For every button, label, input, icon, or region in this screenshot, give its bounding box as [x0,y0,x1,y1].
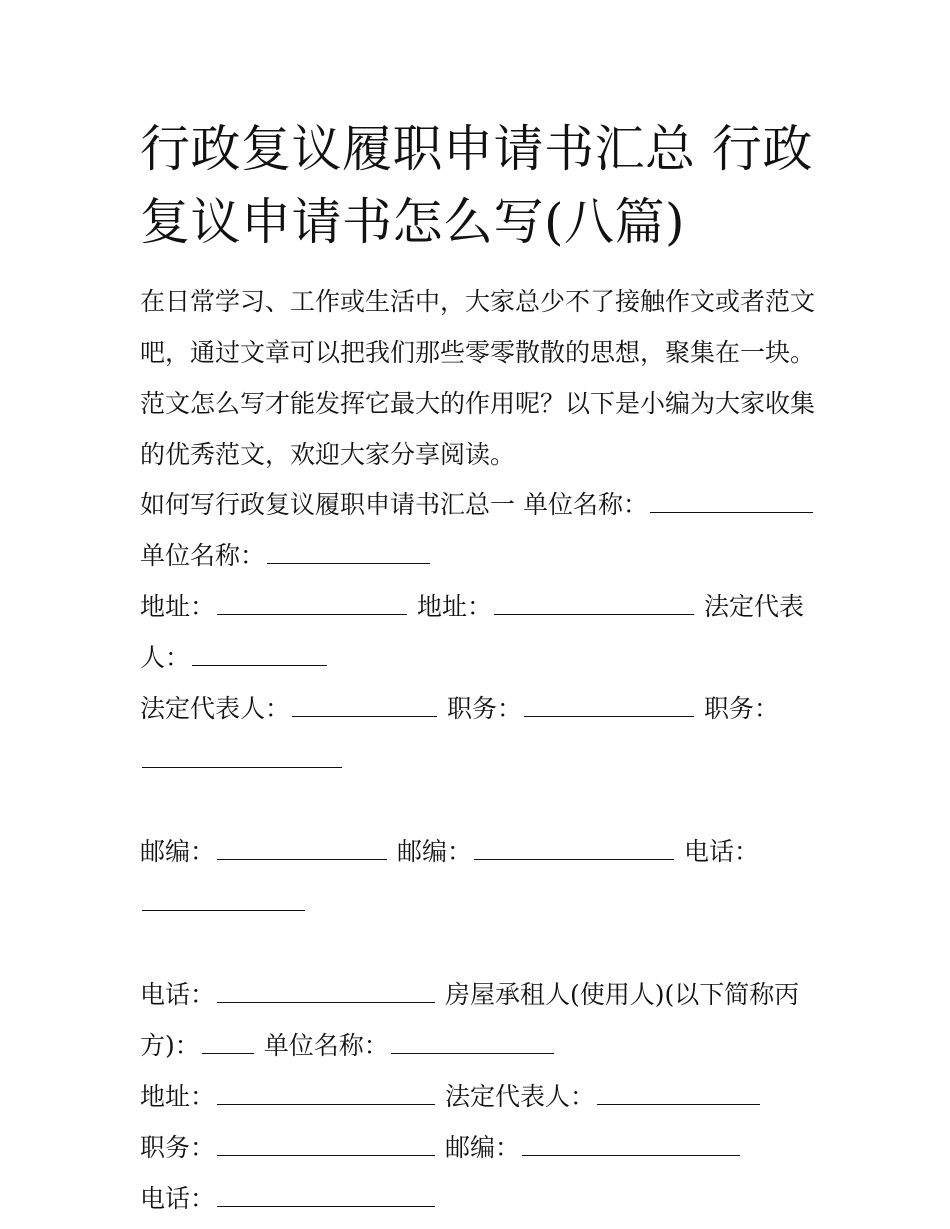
party-c-label: 方)： [140,1031,200,1060]
title-line-1: 行政复议履职申请书汇总 行政 [140,120,813,178]
unit-name-blank [391,1031,554,1054]
tenant-label: 房屋承租人(使用人)(以下简称丙 [444,980,800,1009]
legal-rep-label-part: 人： [140,643,191,672]
form-line-11 [140,1071,840,1122]
phone-label: 电话： [140,980,216,1009]
postcode-label: 邮编： [396,837,472,866]
legal-rep-label: 法定代表人： [444,1082,595,1111]
spacer [140,785,840,826]
address-blank [217,1082,435,1105]
intro-paragraph [140,276,830,480]
document-title [140,113,830,259]
position-blank [142,745,342,768]
form-line-2 [140,530,840,581]
legal-rep-blank [597,1082,760,1105]
form-line-8 [140,877,840,928]
unit-name-label: 单位名称： [263,1031,389,1060]
party-c-blank [202,1031,254,1054]
form-line-12 [140,1122,840,1173]
phone-blank [217,980,435,1003]
address-label: 地址： [416,592,492,621]
form-line-10 [140,1020,840,1071]
address-label: 地址： [140,592,216,621]
intro-line-4: 的优秀范文，欢迎大家分享阅读。 [140,440,516,469]
form-line-1 [140,479,840,530]
position-label: 职务： [446,694,522,723]
form-line-6 [140,734,840,785]
position-blank [217,1133,435,1156]
form-line-3 [140,581,840,632]
position-label: 职务： [140,1133,216,1162]
intro-line-3: 范文怎么写才能发挥它最大的作用呢？以下是小编为大家收集 [140,389,816,418]
form-line-9 [140,969,840,1020]
form-line-4 [140,632,840,683]
postcode-blank [217,837,387,860]
position-blank [524,694,694,717]
postcode-blank [522,1133,740,1156]
legal-rep-blank [292,694,437,717]
postcode-label: 邮编： [444,1133,520,1162]
form-line-5 [140,683,840,734]
address-blank [217,592,407,615]
phone-blank [142,888,305,911]
phone-label: 电话： [140,1184,216,1213]
unit-name-blank [267,541,430,564]
section-heading: 如何写行政复议履职申请书汇总一 [140,490,516,519]
phone-blank [217,1184,435,1207]
legal-rep-label-part: 法定代表 [703,592,804,621]
position-label: 职务： [703,694,779,723]
postcode-label: 邮编： [140,837,216,866]
intro-line-2: 吧，通过文章可以把我们那些零零散散的思想，聚集在一块。 [140,338,816,367]
unit-name-label: 单位名称： [522,490,648,519]
spacer [140,928,840,969]
intro-line-1: 在日常学习、工作或生活中，大家总少不了接触作文或者范文 [140,287,816,316]
postcode-blank [474,837,674,860]
legal-rep-label: 法定代表人： [140,694,291,723]
unit-name-blank [650,490,813,513]
form-section [140,479,840,1224]
phone-label: 电话： [683,837,759,866]
unit-name-label: 单位名称： [140,541,266,570]
address-label: 地址： [140,1082,216,1111]
legal-rep-blank [192,643,327,666]
form-line-13 [140,1173,840,1224]
form-line-7 [140,826,840,877]
address-blank [494,592,694,615]
title-line-2: 复议申请书怎么写(八篇) [140,193,686,251]
